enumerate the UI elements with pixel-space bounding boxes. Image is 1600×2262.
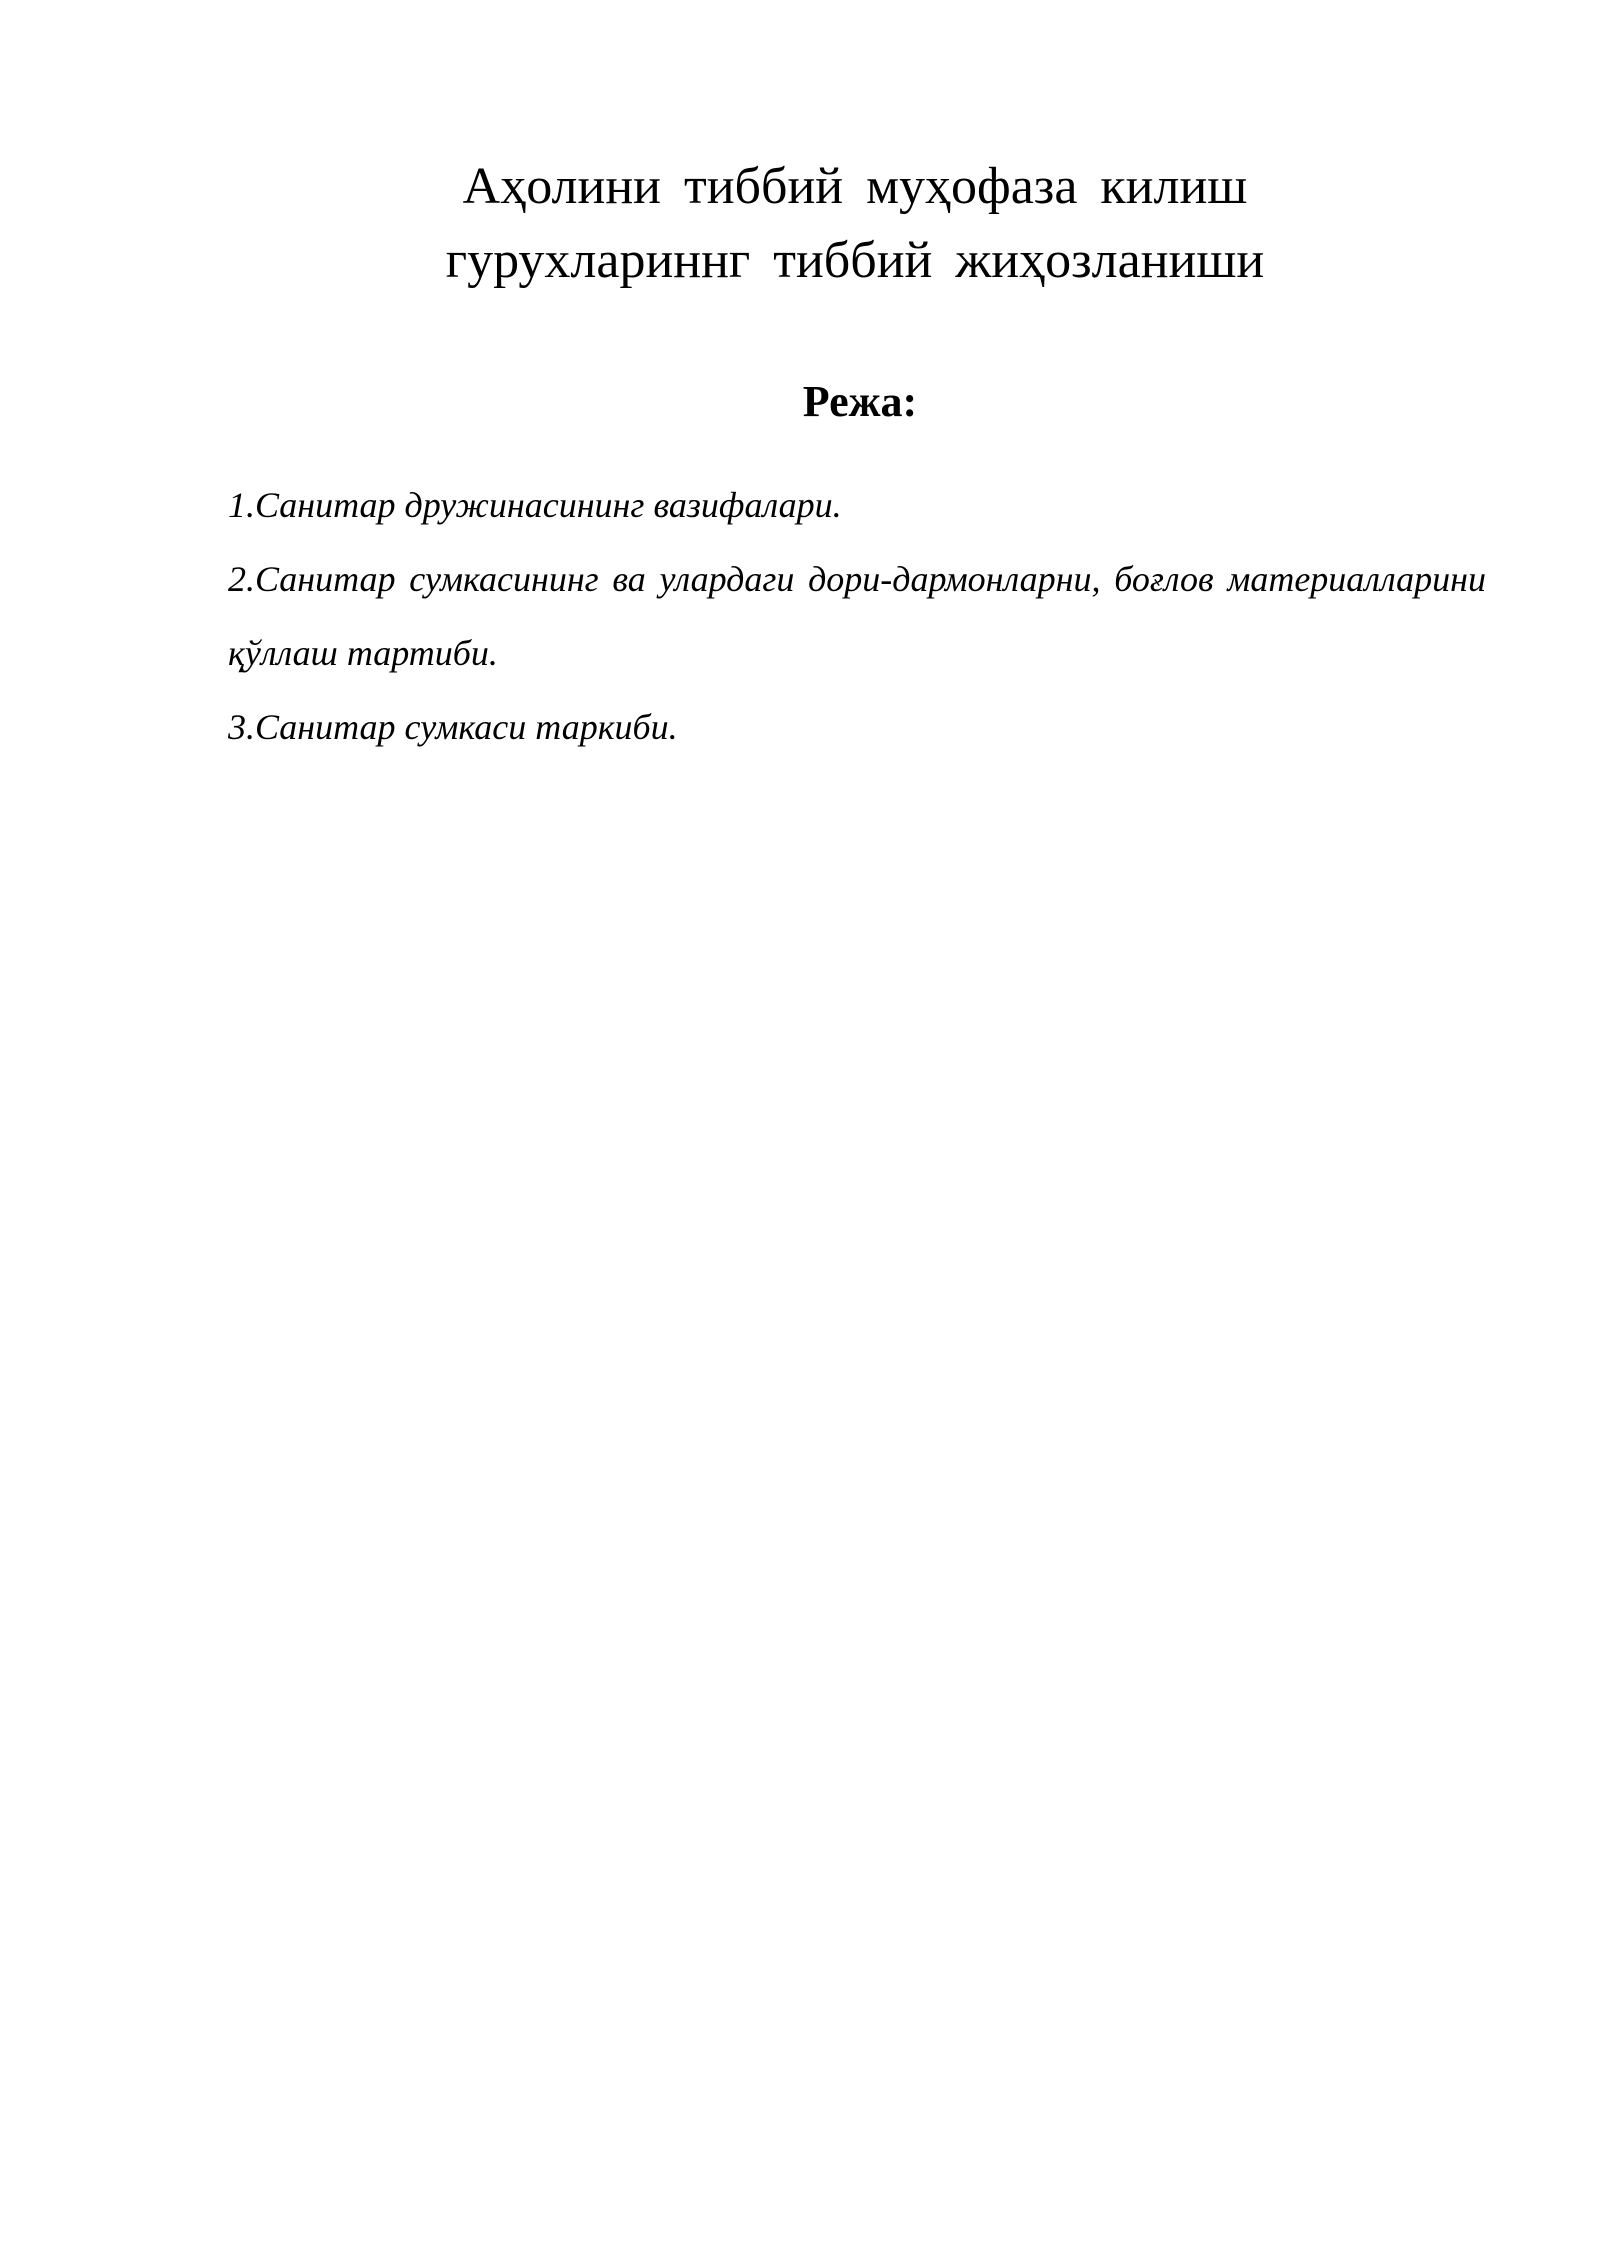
plan-list — [228, 468, 1486, 764]
title-line-2: гурухлариннг тиббий жиҳозланиши — [445, 232, 1265, 289]
plan-item-1: 1.Санитар дружинасининг вазифалари. — [228, 485, 842, 525]
title-line-1: Аҳолини тиббий муҳофаза килиш — [462, 158, 1248, 215]
plan-heading: Режа: — [802, 377, 918, 426]
plan-item-3: 3.Санитар сумкаси таркиби. — [228, 707, 678, 747]
document-title — [380, 150, 1330, 298]
plan-item-2: 2.Санитар сумкасининг ва улардаги дори-дармонларни, боғлов материалларини қўллаш тартиби. — [228, 559, 1486, 673]
